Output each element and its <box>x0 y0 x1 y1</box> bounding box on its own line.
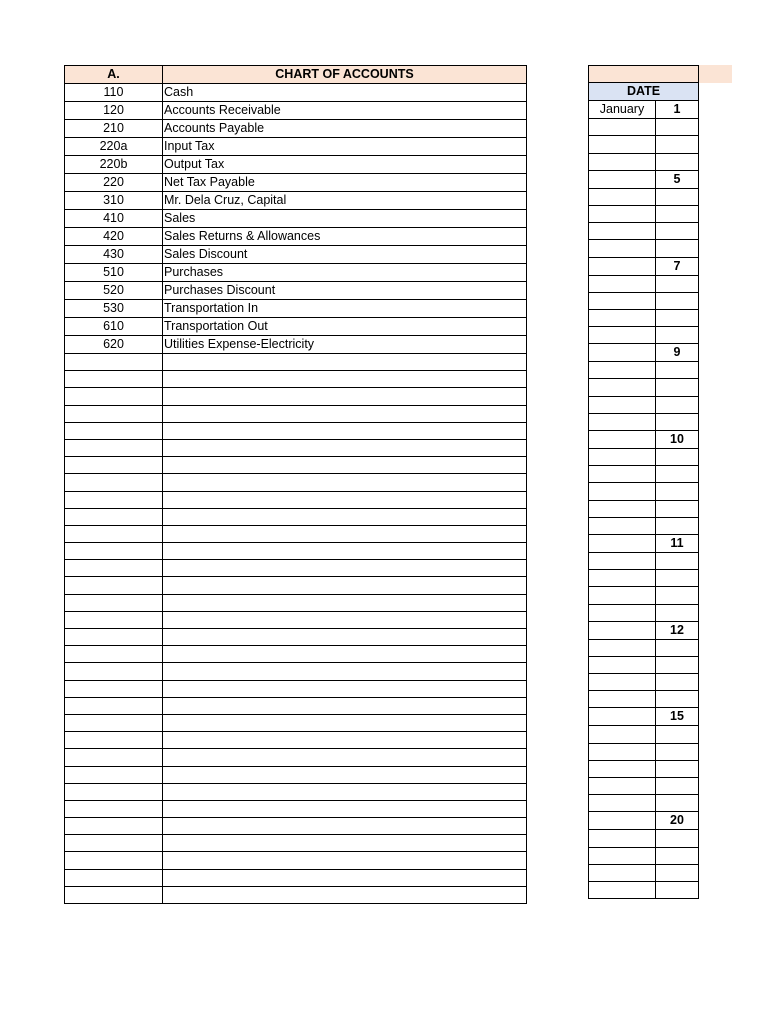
table-row <box>65 174 527 192</box>
table-row <box>65 246 527 264</box>
day-cell[interactable] <box>656 223 699 240</box>
day-cell[interactable]: 1 <box>656 101 699 119</box>
date-row <box>589 153 699 170</box>
day-cell[interactable] <box>656 500 699 517</box>
month-cell[interactable] <box>589 153 656 170</box>
month-cell[interactable] <box>589 534 656 552</box>
table-row <box>65 525 527 542</box>
account-code-cell[interactable] <box>65 354 163 371</box>
account-name-cell[interactable]: Input Tax <box>163 138 527 156</box>
account-code-cell[interactable] <box>65 525 163 542</box>
day-cell[interactable] <box>656 881 699 898</box>
account-name-cell[interactable] <box>163 457 527 474</box>
date-row <box>589 534 699 552</box>
date-row <box>589 743 699 760</box>
account-name-cell[interactable] <box>163 577 527 594</box>
account-name-cell[interactable] <box>163 852 527 869</box>
account-name-cell[interactable] <box>163 491 527 508</box>
day-cell[interactable] <box>656 396 699 413</box>
date-row <box>589 223 699 240</box>
account-code-cell[interactable] <box>65 577 163 594</box>
account-code-cell[interactable]: 210 <box>65 120 163 138</box>
month-cell[interactable] <box>589 309 656 326</box>
account-name-cell[interactable] <box>163 594 527 611</box>
date-row <box>589 691 699 708</box>
table-row <box>65 577 527 594</box>
month-cell[interactable] <box>589 691 656 708</box>
account-name-cell[interactable] <box>163 732 527 749</box>
month-cell[interactable] <box>589 413 656 430</box>
date-row <box>589 760 699 777</box>
account-name-cell[interactable] <box>163 474 527 491</box>
account-name-cell[interactable] <box>163 886 527 903</box>
table-row <box>65 491 527 508</box>
day-cell[interactable] <box>656 830 699 847</box>
account-name-cell[interactable]: Transportation Out <box>163 318 527 336</box>
table-row <box>65 300 527 318</box>
date-row <box>589 881 699 898</box>
month-cell[interactable] <box>589 292 656 309</box>
date-row <box>589 205 699 222</box>
account-name-cell[interactable] <box>163 629 527 646</box>
account-code-cell[interactable] <box>65 869 163 886</box>
account-name-cell[interactable] <box>163 749 527 766</box>
month-cell[interactable] <box>589 431 656 449</box>
month-cell[interactable] <box>589 170 656 188</box>
date-row <box>589 778 699 795</box>
month-cell[interactable] <box>589 449 656 466</box>
month-cell[interactable] <box>589 830 656 847</box>
table-row <box>65 766 527 783</box>
day-cell[interactable] <box>656 413 699 430</box>
month-cell[interactable] <box>589 621 656 639</box>
table-row <box>65 102 527 120</box>
month-cell[interactable] <box>589 500 656 517</box>
coa-header-row <box>65 66 527 84</box>
table-row <box>65 120 527 138</box>
date-row <box>589 500 699 517</box>
day-cell[interactable] <box>656 639 699 656</box>
day-cell[interactable] <box>656 275 699 292</box>
account-name-cell[interactable] <box>163 439 527 456</box>
account-name-cell[interactable]: Sales <box>163 210 527 228</box>
header-code-cell[interactable]: A. <box>65 66 163 84</box>
day-cell[interactable] <box>656 136 699 153</box>
account-name-cell[interactable]: Sales Discount <box>163 246 527 264</box>
date-row <box>589 726 699 743</box>
table-row <box>65 852 527 869</box>
day-cell[interactable]: 10 <box>656 431 699 449</box>
account-name-cell[interactable]: Accounts Payable <box>163 120 527 138</box>
date-row <box>589 830 699 847</box>
day-cell[interactable]: 15 <box>656 708 699 726</box>
account-code-cell[interactable] <box>65 560 163 577</box>
account-code-cell[interactable] <box>65 663 163 680</box>
account-code-cell[interactable]: 410 <box>65 210 163 228</box>
day-cell[interactable] <box>656 726 699 743</box>
account-code-cell[interactable] <box>65 594 163 611</box>
table-row <box>65 749 527 766</box>
account-code-cell[interactable] <box>65 474 163 491</box>
date-row <box>589 674 699 691</box>
table-row <box>65 84 527 102</box>
day-cell[interactable]: 9 <box>656 344 699 362</box>
date-row <box>589 240 699 257</box>
day-cell[interactable] <box>656 466 699 483</box>
account-code-cell[interactable]: 430 <box>65 246 163 264</box>
month-cell[interactable] <box>589 257 656 275</box>
date-row <box>589 257 699 275</box>
account-code-cell[interactable]: 610 <box>65 318 163 336</box>
day-cell[interactable] <box>656 309 699 326</box>
account-code-cell[interactable] <box>65 714 163 731</box>
chart-of-accounts-table <box>64 65 527 904</box>
account-name-cell[interactable] <box>163 714 527 731</box>
date-header-row <box>589 83 699 101</box>
table-row <box>65 318 527 336</box>
day-cell[interactable] <box>656 674 699 691</box>
month-cell[interactable] <box>589 344 656 362</box>
account-name-cell[interactable] <box>163 422 527 439</box>
month-cell[interactable] <box>589 570 656 587</box>
account-code-cell[interactable] <box>65 646 163 663</box>
account-code-cell[interactable] <box>65 508 163 525</box>
table-row <box>65 388 527 405</box>
account-name-cell[interactable] <box>163 680 527 697</box>
month-cell[interactable] <box>589 396 656 413</box>
day-cell[interactable] <box>656 188 699 205</box>
account-name-cell[interactable]: Accounts Receivable <box>163 102 527 120</box>
account-code-cell[interactable] <box>65 800 163 817</box>
day-cell[interactable] <box>656 864 699 881</box>
month-cell[interactable] <box>589 223 656 240</box>
month-cell[interactable] <box>589 604 656 621</box>
table-row <box>65 869 527 886</box>
account-code-cell[interactable] <box>65 388 163 405</box>
header-fill-spill <box>698 65 732 83</box>
day-cell[interactable] <box>656 604 699 621</box>
month-cell[interactable] <box>589 656 656 673</box>
account-name-cell[interactable]: Mr. Dela Cruz, Capital <box>163 192 527 210</box>
day-cell[interactable] <box>656 153 699 170</box>
table-row <box>65 818 527 835</box>
account-name-cell[interactable]: Output Tax <box>163 156 527 174</box>
table-row <box>65 886 527 903</box>
account-code-cell[interactable] <box>65 852 163 869</box>
account-name-cell[interactable]: Net Tax Payable <box>163 174 527 192</box>
month-cell[interactable] <box>589 708 656 726</box>
account-code-cell[interactable]: 220 <box>65 174 163 192</box>
account-code-cell[interactable] <box>65 491 163 508</box>
day-cell[interactable]: 12 <box>656 621 699 639</box>
table-row <box>65 629 527 646</box>
month-cell[interactable] <box>589 379 656 396</box>
table-row <box>65 560 527 577</box>
day-cell[interactable] <box>656 362 699 379</box>
day-cell[interactable] <box>656 760 699 777</box>
account-name-cell[interactable] <box>163 543 527 560</box>
table-row <box>65 138 527 156</box>
month-cell[interactable] <box>589 639 656 656</box>
table-row <box>65 422 527 439</box>
month-cell[interactable] <box>589 726 656 743</box>
date-row <box>589 379 699 396</box>
account-code-cell[interactable]: 220a <box>65 138 163 156</box>
table-row <box>65 439 527 456</box>
account-name-cell[interactable] <box>163 835 527 852</box>
account-code-cell[interactable]: 520 <box>65 282 163 300</box>
date-row <box>589 188 699 205</box>
date-row <box>589 362 699 379</box>
table-row <box>65 156 527 174</box>
date-row <box>589 517 699 534</box>
day-cell[interactable]: 5 <box>656 170 699 188</box>
table-row <box>65 457 527 474</box>
day-cell[interactable] <box>656 795 699 812</box>
month-cell[interactable] <box>589 587 656 604</box>
date-row <box>589 292 699 309</box>
month-cell[interactable] <box>589 864 656 881</box>
account-code-cell[interactable]: 620 <box>65 336 163 354</box>
day-cell[interactable] <box>656 656 699 673</box>
day-cell[interactable] <box>656 483 699 500</box>
date-row <box>589 570 699 587</box>
date-row <box>589 136 699 153</box>
account-code-cell[interactable] <box>65 732 163 749</box>
month-cell[interactable] <box>589 674 656 691</box>
month-cell[interactable] <box>589 275 656 292</box>
date-row <box>589 431 699 449</box>
account-name-cell[interactable] <box>163 818 527 835</box>
table-row <box>65 594 527 611</box>
account-name-cell[interactable]: Purchases Discount <box>163 282 527 300</box>
table-row <box>65 192 527 210</box>
account-name-cell[interactable] <box>163 646 527 663</box>
account-code-cell[interactable] <box>65 611 163 628</box>
account-name-cell[interactable] <box>163 800 527 817</box>
month-cell[interactable] <box>589 552 656 569</box>
date-row <box>589 327 699 344</box>
table-row <box>65 800 527 817</box>
table-row <box>65 732 527 749</box>
table-row <box>65 835 527 852</box>
table-row <box>65 405 527 422</box>
date-row <box>589 795 699 812</box>
table-row <box>65 714 527 731</box>
account-name-cell[interactable] <box>163 354 527 371</box>
account-name-cell[interactable]: Utilities Expense-Electricity <box>163 336 527 354</box>
date-row <box>589 483 699 500</box>
account-name-cell[interactable] <box>163 371 527 388</box>
account-name-cell[interactable]: Transportation In <box>163 300 527 318</box>
account-name-cell[interactable] <box>163 508 527 525</box>
account-code-cell[interactable]: 510 <box>65 264 163 282</box>
table-row <box>65 611 527 628</box>
date-row <box>589 552 699 569</box>
table-row <box>65 646 527 663</box>
month-cell[interactable] <box>589 205 656 222</box>
table-row <box>65 680 527 697</box>
account-name-cell[interactable] <box>163 611 527 628</box>
day-cell[interactable] <box>656 587 699 604</box>
account-code-cell[interactable] <box>65 371 163 388</box>
month-cell[interactable] <box>589 778 656 795</box>
month-cell[interactable] <box>589 188 656 205</box>
table-row <box>65 228 527 246</box>
date-row <box>589 621 699 639</box>
account-code-cell[interactable]: 120 <box>65 102 163 120</box>
date-row <box>589 309 699 326</box>
day-cell[interactable] <box>656 240 699 257</box>
date-row <box>589 656 699 673</box>
table-row <box>65 354 527 371</box>
account-code-cell[interactable] <box>65 818 163 835</box>
date-row <box>589 466 699 483</box>
account-name-cell[interactable]: Sales Returns & Allowances <box>163 228 527 246</box>
header-title-cell[interactable]: CHART OF ACCOUNTS <box>163 66 527 84</box>
date-row <box>589 396 699 413</box>
month-cell[interactable] <box>589 240 656 257</box>
month-cell[interactable] <box>589 881 656 898</box>
account-name-cell[interactable] <box>163 663 527 680</box>
account-code-cell[interactable]: 530 <box>65 300 163 318</box>
date-row <box>589 812 699 830</box>
account-code-cell[interactable]: 110 <box>65 84 163 102</box>
account-code-cell[interactable] <box>65 886 163 903</box>
date-row <box>589 847 699 864</box>
account-code-cell[interactable] <box>65 629 163 646</box>
month-cell[interactable] <box>589 760 656 777</box>
month-cell[interactable]: January <box>589 101 656 119</box>
day-cell[interactable] <box>656 205 699 222</box>
day-cell[interactable] <box>656 552 699 569</box>
month-cell[interactable] <box>589 466 656 483</box>
table-row <box>65 336 527 354</box>
day-cell[interactable] <box>656 449 699 466</box>
account-code-cell[interactable] <box>65 835 163 852</box>
account-name-cell[interactable] <box>163 405 527 422</box>
date-row <box>589 170 699 188</box>
table-row <box>65 371 527 388</box>
day-cell[interactable] <box>656 379 699 396</box>
account-code-cell[interactable] <box>65 697 163 714</box>
account-code-cell[interactable] <box>65 749 163 766</box>
date-header-cell[interactable]: DATE <box>589 83 699 101</box>
day-cell[interactable]: 11 <box>656 534 699 552</box>
date-top-row <box>589 66 699 83</box>
day-cell[interactable] <box>656 691 699 708</box>
account-code-cell[interactable] <box>65 439 163 456</box>
table-row <box>65 282 527 300</box>
month-cell[interactable] <box>589 119 656 136</box>
day-cell[interactable] <box>656 327 699 344</box>
month-cell[interactable] <box>589 847 656 864</box>
day-cell[interactable] <box>656 119 699 136</box>
account-code-cell[interactable] <box>65 405 163 422</box>
date-row <box>589 275 699 292</box>
month-cell[interactable] <box>589 812 656 830</box>
account-code-cell[interactable] <box>65 766 163 783</box>
day-cell[interactable] <box>656 292 699 309</box>
account-name-cell[interactable] <box>163 766 527 783</box>
date-table <box>588 65 699 899</box>
table-row <box>65 508 527 525</box>
account-name-cell[interactable] <box>163 388 527 405</box>
account-name-cell[interactable] <box>163 560 527 577</box>
date-row <box>589 344 699 362</box>
day-cell[interactable] <box>656 570 699 587</box>
date-row <box>589 101 699 119</box>
account-name-cell[interactable] <box>163 783 527 800</box>
account-code-cell[interactable] <box>65 457 163 474</box>
table-row <box>65 264 527 282</box>
date-row <box>589 639 699 656</box>
account-code-cell[interactable]: 420 <box>65 228 163 246</box>
month-cell[interactable] <box>589 795 656 812</box>
date-row <box>589 587 699 604</box>
account-code-cell[interactable]: 220b <box>65 156 163 174</box>
day-cell[interactable]: 7 <box>656 257 699 275</box>
account-code-cell[interactable] <box>65 680 163 697</box>
month-cell[interactable] <box>589 483 656 500</box>
account-code-cell[interactable] <box>65 422 163 439</box>
date-row <box>589 708 699 726</box>
account-name-cell[interactable]: Cash <box>163 84 527 102</box>
month-cell[interactable] <box>589 743 656 760</box>
table-row <box>65 783 527 800</box>
month-cell[interactable] <box>589 362 656 379</box>
month-cell[interactable] <box>589 517 656 534</box>
date-row <box>589 864 699 881</box>
date-row <box>589 413 699 430</box>
account-name-cell[interactable] <box>163 525 527 542</box>
month-cell[interactable] <box>589 136 656 153</box>
date-row <box>589 119 699 136</box>
table-row <box>65 210 527 228</box>
day-cell[interactable]: 20 <box>656 812 699 830</box>
account-name-cell[interactable]: Purchases <box>163 264 527 282</box>
account-code-cell[interactable]: 310 <box>65 192 163 210</box>
day-cell[interactable] <box>656 778 699 795</box>
day-cell[interactable] <box>656 847 699 864</box>
table-row <box>65 663 527 680</box>
date-row <box>589 604 699 621</box>
day-cell[interactable] <box>656 743 699 760</box>
table-row <box>65 697 527 714</box>
month-cell[interactable] <box>589 327 656 344</box>
account-code-cell[interactable] <box>65 543 163 560</box>
table-row <box>65 474 527 491</box>
account-name-cell[interactable] <box>163 697 527 714</box>
account-code-cell[interactable] <box>65 783 163 800</box>
date-top-cell[interactable] <box>589 66 699 83</box>
account-name-cell[interactable] <box>163 869 527 886</box>
day-cell[interactable] <box>656 517 699 534</box>
table-row <box>65 543 527 560</box>
date-row <box>589 449 699 466</box>
